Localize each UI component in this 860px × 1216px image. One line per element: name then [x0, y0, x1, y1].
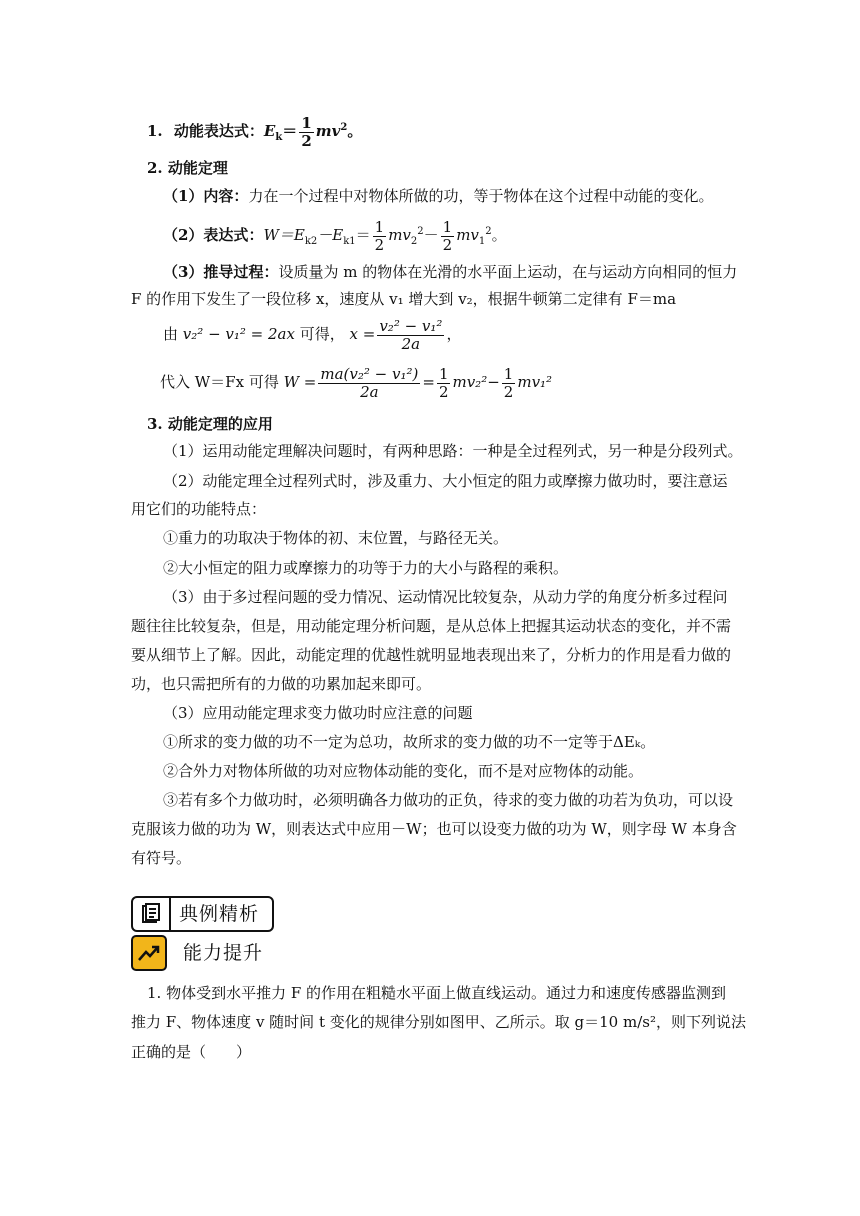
section-title: 动能表达式： — [173, 122, 264, 140]
document-icon — [133, 898, 171, 930]
theorem-expression: （2）表达式：$W=E_{k2}-E_{k1}=$ $\frac{1}{2}$ $mv_2^2-$ $\frac{1}{2}$ $mv_1^2$。 — [163, 217, 507, 254]
application-3-line-4: 功，也只需把所有的力做的功累加起来即可。 — [131, 675, 432, 693]
section-3-title: 3. 动能定理的应用 — [147, 415, 273, 433]
variable-force-note-1: ①所求的变力做的功不一定为总功，故所求的变力做的功不一定等于ΔEₖ。 — [163, 733, 656, 751]
friction-work-note: ②大小恒定的阻力或摩擦力的功等于力的大小与路程的乘积。 — [163, 559, 569, 577]
equals: ＝ — [282, 122, 298, 140]
variable-force-note-3-line-2: 克服该力做的功为 W，则表达式中应用－W；也可以设变力做的功为 W，则字母 W 本身含 — [131, 820, 737, 838]
fraction-half: $\frac{1}{2}$ — [301, 113, 312, 150]
variable-force-note-3-line-3: 有符号。 — [131, 849, 192, 867]
mv: mv — [315, 122, 341, 140]
ek-subscript: k — [275, 132, 283, 143]
question-1-line-3: 正确的是（ ） — [131, 1043, 252, 1061]
question-1-line-1: 1. 物体受到水平推力 F 的作用在粗糙水平面上做直线运动。通过力和速度传感器监测到 — [147, 984, 727, 1002]
variable-force-title: （3）应用动能定理求变力做功时应注意的问题 — [163, 704, 473, 722]
gravity-work-note: ①重力的功取决于物体的初、末位置，与路径无关。 — [163, 529, 509, 547]
variable-force-note-3-line-1: ③若有多个力做功时，必须明确各力做功的正负，待求的变力做的功若为负功，可以设 — [163, 791, 734, 809]
trend-up-icon — [131, 935, 167, 971]
derivation-line-1: （3）推导过程：设质量为 m 的物体在光滑的水平面上运动，在与运动方向相同的恒力 — [163, 263, 738, 281]
question-1-line-2: 推力 F、物体速度 v 随时间 t 变化的规律分别如图甲、乙所示。取 g＝10 m/s²，则下列说法 — [131, 1013, 746, 1031]
section-number: 1. — [147, 122, 163, 140]
ek-symbol: E — [263, 122, 276, 140]
derivation-line-4: 代入 W＝Fx 可得 W = $\frac{\text{ma(v₂² − v₁²)}}{2a}$ = $\frac{1}{2}$ mv₂²− $\frac{1}{2}$ mv₁² — [160, 364, 553, 401]
application-3-line-1: （3）由于多过程问题的受力情况、运动情况比较复杂，从动力学的角度分析多过程问 — [163, 588, 728, 606]
application-2-line-1: （2）动能定理全过程列式时，涉及重力、大小恒定的阻力或摩擦力做功时，要注意运 — [163, 472, 728, 490]
theorem-content: （1）内容：力在一个过程中对物体所做的功，等于物体在这个过程中动能的变化。 — [163, 187, 714, 205]
ability-improvement-banner — [131, 935, 271, 971]
application-3-line-2: 题往往比较复杂，但是，用动能定理分析问题，是从总体上把握其运动状态的变化，并不需 — [131, 617, 732, 635]
application-1: （1）运用动能定理解决问题时，有两种思路：一种是全过程列式，另一种是分段列式。 — [163, 442, 743, 460]
derivation-line-2: F 的作用下发生了一段位移 x，速度从 v₁ 增大到 v₂，根据牛顿第二定律有 F＝ma — [131, 290, 677, 308]
derivation-line-3: 由 v₂² − v₁² = 2ax 可得， x = $\frac{\text{v₂² − v₁²}}{2a}$ ， — [163, 316, 462, 353]
application-3-line-3: 要从细节上了解。因此，动能定理的优越性就明显地表现出来了，分析力的作用是看力做的 — [131, 646, 732, 664]
banner-label: 典例精析 — [179, 903, 260, 925]
kinetic-energy-expression: 1. 动能表达式：$E_k=$ $\frac{1}{2}$ $mv^2$。 — [147, 113, 363, 150]
application-2-line-2: 用它们的功能特点： — [131, 500, 267, 518]
banner-label: 能力提升 — [183, 942, 264, 964]
section-2-title: 2. 动能定理 — [147, 159, 228, 177]
variable-force-note-2: ②合外力对物体所做的功对应物体动能的变化，而不是对应物体的动能。 — [163, 762, 644, 780]
example-analysis-banner — [131, 896, 274, 932]
